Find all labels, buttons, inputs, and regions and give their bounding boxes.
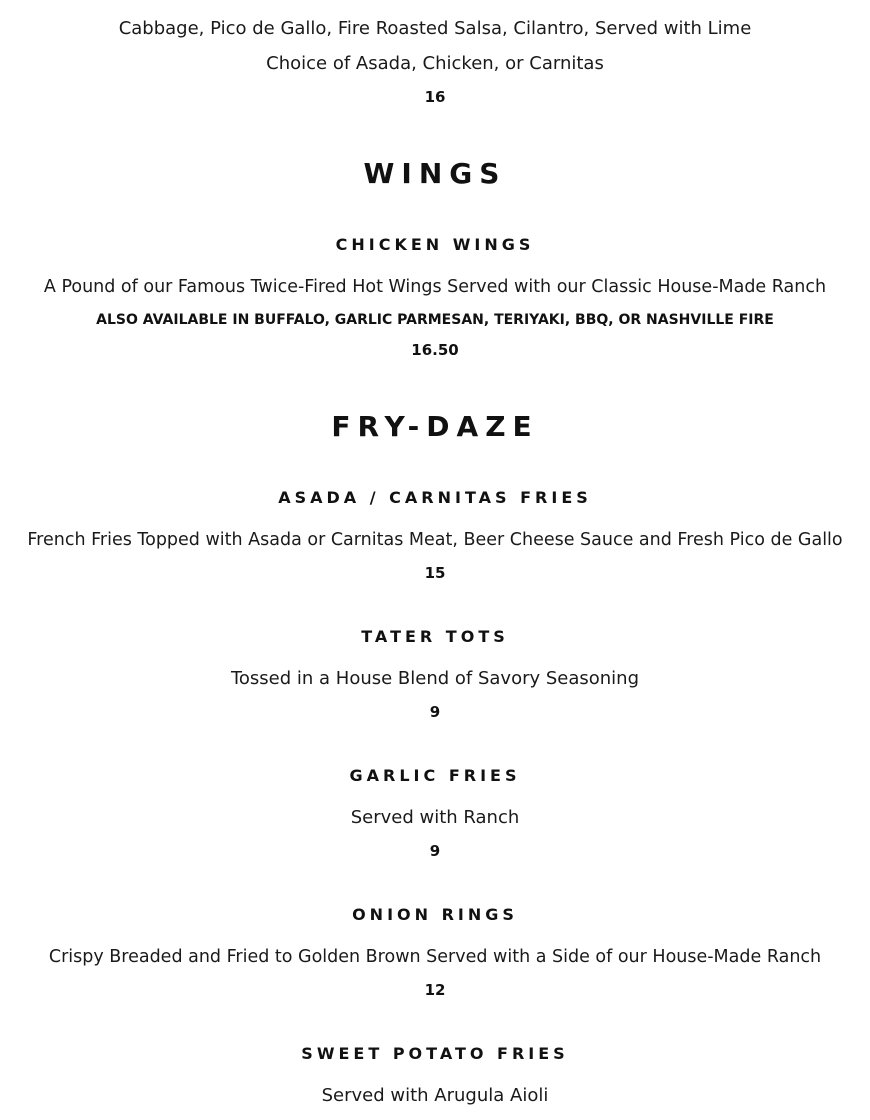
section-title-fry-daze: FRY-DAZE: [331, 410, 539, 443]
item-description: Cabbage, Pico de Gallo, Fire Roasted Salsa, Cilantro, Served with Lime: [118, 18, 752, 39]
item-note: ALSO AVAILABLE IN BUFFALO, GARLIC PARMESAN, TERIYAKI, BBQ, OR NASHVILLE FIRE: [96, 312, 774, 328]
item-title-onion-rings: ONION RINGS: [352, 905, 518, 924]
item-price: 15: [424, 564, 446, 582]
item-title-garlic-fries: GARLIC FRIES: [349, 766, 521, 785]
item-description: Tossed in a House Blend of Savory Seasoning: [230, 668, 640, 689]
item-title-sweet-potato-fries: SWEET POTATO FRIES: [301, 1044, 569, 1063]
item-price: 12: [424, 981, 446, 999]
item-description: Choice of Asada, Chicken, or Carnitas: [266, 53, 604, 74]
item-price: 16.50: [411, 341, 459, 359]
item-description: A Pound of our Famous Twice-Fired Hot Wings Served with our Classic House-Made Ranch: [43, 277, 827, 297]
item-title-chicken-wings: CHICKEN WINGS: [335, 235, 535, 254]
item-price: 9: [429, 703, 441, 721]
item-description: Served with Ranch: [350, 807, 520, 828]
section-title-wings: WINGS: [363, 157, 507, 190]
item-title-asada-carnitas-fries: ASADA / CARNITAS FRIES: [278, 488, 592, 507]
item-price: 9: [429, 842, 441, 860]
item-description: Crispy Breaded and Fried to Golden Brown Served with a Side of our House-Made Ranch: [48, 947, 822, 967]
item-description: French Fries Topped with Asada or Carnitas Meat, Beer Cheese Sauce and Fresh Pico de Gallo: [27, 530, 843, 550]
item-description: Served with Arugula Aioli: [321, 1085, 549, 1106]
item-price: 16: [424, 88, 446, 106]
item-title-tater-tots: TATER TOTS: [361, 627, 509, 646]
